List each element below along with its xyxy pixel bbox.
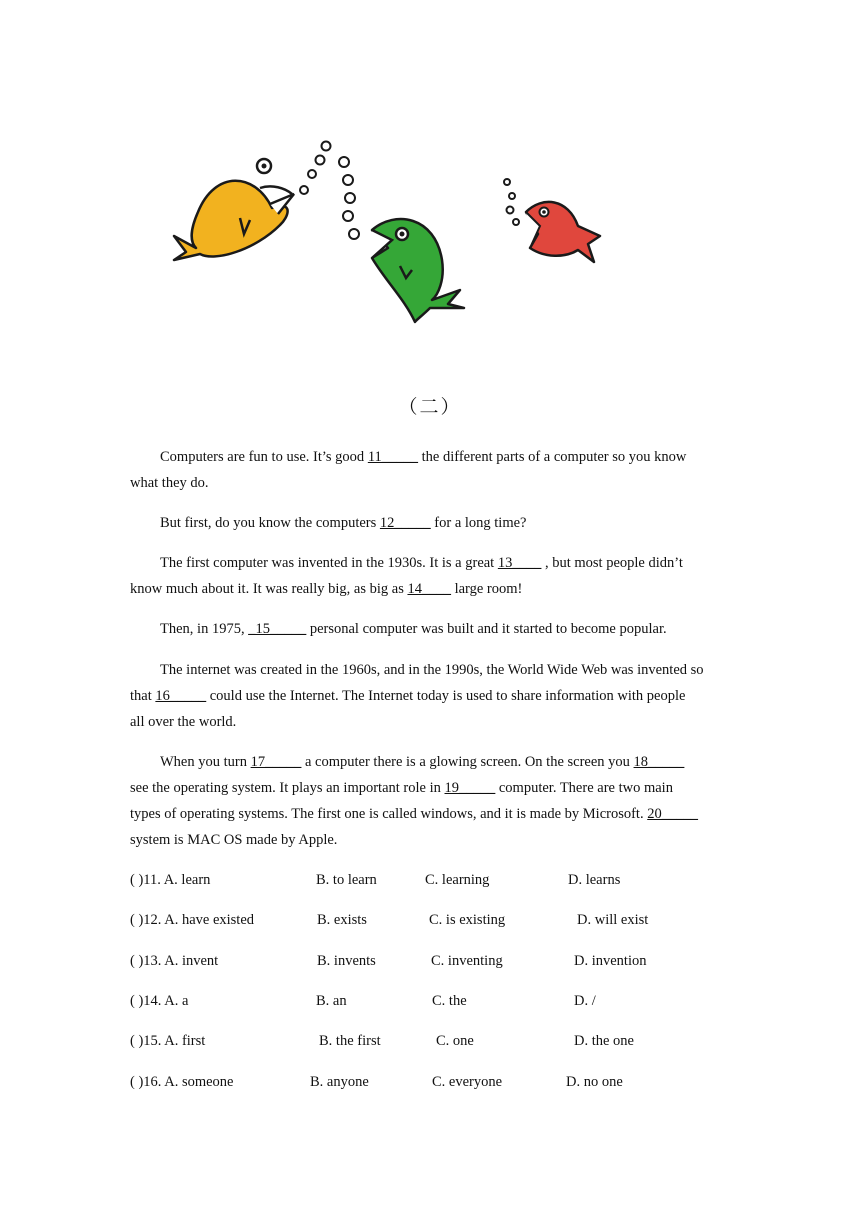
option-d: D. no one [566,1074,623,1090]
text: The internet was created in the 1960s, and in the 1990s, the World Wide Web was invented so [160,662,704,678]
question-stem: ( )11. A. learn [130,872,211,888]
blank-14: 14____ [407,581,451,597]
text: for a long time? [430,515,527,531]
fish-illustration [160,130,620,340]
option-b: B. invents [317,953,376,969]
blank-13: 13____ [497,555,542,571]
passage-paragraph-5 [130,657,730,735]
option-c: C. one [436,1033,474,1049]
option-c: C. the [432,993,467,1009]
bubbles-small-icon [504,179,519,225]
option-c: C. learning [425,872,490,888]
question-stem: ( )14. A. a [130,993,189,1009]
option-d: D. the one [574,1033,634,1049]
blank-19: 19_____ [444,780,496,796]
text: Computers are fun to use. It’s good [160,449,368,465]
text: that [130,688,156,704]
question-15 [130,1033,730,1053]
text: Then, in 1975, [160,621,249,637]
blank-17: 17_____ [250,754,302,770]
option-b: B. exists [317,912,367,928]
question-16 [130,1074,730,1094]
text: When you turn [160,754,251,770]
question-stem: ( )16. A. someone [130,1074,234,1090]
text: all over the world. [130,714,237,730]
section-title: （二） [398,396,462,418]
option-d: D. / [574,993,596,1009]
question-stem: ( )13. A. invent [130,953,219,969]
yellow-fish-icon [174,159,294,260]
text: a computer there is a glowing screen. On the screen you [301,754,634,770]
bubbles-icon [300,142,359,240]
text: large room! [450,581,523,597]
text: know much about it. It was really big, as big as [130,581,408,597]
green-fish-icon [372,219,464,322]
option-c: C. everyone [432,1074,503,1090]
passage-paragraph-1 [130,444,730,496]
text: system is MAC OS made by Apple. [130,832,338,848]
passage-paragraph-4 [130,616,730,642]
blank-18: 18_____ [633,754,685,770]
text: types of operating systems. The first one is called windows, and it is made by Microsoft. [130,806,648,822]
question-stem: ( )15. A. first [130,1033,206,1049]
blank-16: 16_____ [155,688,207,704]
option-d: D. learns [568,872,621,888]
blank-20: 20_____ [647,806,698,822]
option-c: C. is existing [429,912,506,928]
text: , but most people didn’t [541,555,683,571]
option-b: B. an [316,993,347,1009]
passage-paragraph-3 [130,550,730,602]
option-b: B. to learn [316,872,377,888]
passage-paragraph-2 [130,510,730,536]
red-fish-icon [526,202,600,262]
blank-15: _15_____ [248,621,307,637]
text: computer. There are two main [495,780,673,796]
text: The first computer was invented in the 1930s. It is a great [160,555,498,571]
text: what they do. [130,475,209,491]
blank-11: 11_____ [367,449,419,465]
text: But first, do you know the computers [160,515,380,531]
blank-12: 12_____ [379,515,431,531]
option-d: D. invention [574,953,647,969]
text: see the operating system. It plays an important role in [130,780,445,796]
text: personal computer was built and it started to become popular. [306,621,667,637]
option-b: B. anyone [310,1074,369,1090]
question-12 [130,912,730,932]
question-stem: ( )12. A. have existed [130,912,255,928]
passage-paragraph-6 [130,749,730,853]
option-c: C. inventing [431,953,503,969]
question-14 [130,993,730,1013]
option-d: D. will exist [577,912,649,928]
question-13 [130,953,730,973]
question-11 [130,872,730,892]
option-b: B. the first [319,1033,381,1049]
text: could use the Internet. The Internet today is used to share information with people [206,688,686,704]
text: the different parts of a computer so you know [418,449,687,465]
